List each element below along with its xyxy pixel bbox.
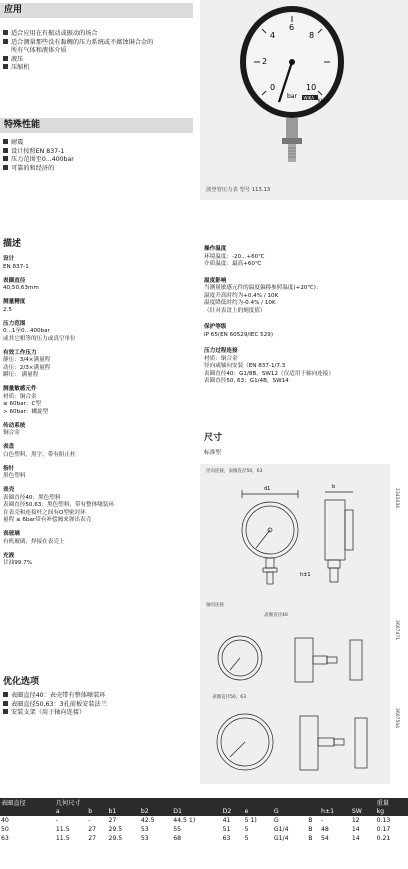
radial-drawing — [200, 474, 390, 594]
axial-drawing-40 — [200, 620, 390, 690]
spec-label: 测量精度 — [3, 299, 26, 305]
bullet-icon — [3, 64, 8, 69]
table-header — [307, 807, 320, 816]
spec-block — [204, 324, 404, 339]
features-header — [0, 118, 193, 133]
spec-value: IP 65(EN 60529/IEC 529) — [204, 331, 274, 338]
spec-value: 环境温度：-20...+60℃ — [204, 253, 265, 260]
spec-label: 测量敏感元件 — [3, 386, 37, 392]
table-cell: B — [308, 817, 313, 824]
list-item: 设计按照EN 837-1 — [3, 148, 193, 157]
spec-value: 40,50,63mm — [3, 285, 39, 291]
table-header: h±1 — [321, 808, 335, 815]
options-list — [3, 692, 198, 718]
bullet-icon — [3, 139, 8, 144]
drawing3-sub: 表圈直径50，63 — [212, 695, 246, 700]
table-header: kg — [376, 808, 385, 815]
table-cell: - — [55, 817, 59, 824]
dimension-drawings-panel — [200, 464, 390, 784]
list-item: 适合测量那些没有黏稠的压力系统或不腐蚀铜合金的 — [3, 39, 193, 48]
side-code: 2341034 — [394, 488, 399, 509]
list-item: 耐震 — [3, 139, 193, 148]
drawing2-sub: 表圈直径40 — [264, 613, 288, 618]
dial-number: 10 — [306, 83, 317, 92]
table-cell: B — [308, 835, 313, 842]
table-cell: 63 — [1, 835, 9, 842]
list-item: 适合应用在有振动或振动的场合 — [3, 30, 193, 39]
spec-label: 设计 — [3, 256, 15, 262]
table-cell: 63 — [222, 835, 231, 842]
spec-value: 材质：铜合金 — [204, 355, 238, 362]
table-cell: 53 — [140, 826, 149, 833]
spec-label: 表盘 — [3, 444, 15, 450]
table-cell: B — [308, 826, 313, 833]
table-cell: 40 — [1, 817, 9, 824]
spec-block — [3, 256, 198, 271]
spec-block — [3, 466, 198, 481]
spec-value: 温度升高时约为+0.4% / 10K — [204, 292, 279, 299]
operating-section — [204, 246, 404, 395]
dial-number: 6 — [289, 23, 295, 32]
table-cell: 68 — [173, 835, 182, 842]
spec-block — [3, 531, 198, 546]
table-cell: G — [273, 817, 279, 824]
table-row — [0, 816, 408, 825]
description-title: 描述 — [3, 239, 22, 249]
table-cell: 44.5 1) — [173, 817, 196, 824]
spec-value: 白色塑料，黑字，带有阻止柱 — [3, 451, 76, 458]
spec-label: 压力过程连接 — [204, 348, 238, 354]
table-header: 几何尺寸 — [55, 800, 81, 807]
dim-d1-label: d1 — [264, 486, 271, 492]
spec-block — [3, 386, 198, 416]
list-item: 压力范围至0...400bar — [3, 156, 193, 165]
dim-h-label: h±1 — [300, 572, 311, 578]
drawing1-label: 径向连接，表圈直径50，63 — [206, 469, 263, 474]
table-header: b2 — [140, 808, 149, 815]
spec-block — [3, 350, 198, 380]
spec-value: 静压：3/4×满量程 — [3, 357, 51, 363]
table-cell: 51 — [222, 826, 231, 833]
spec-label: 压力范围 — [3, 320, 26, 327]
spec-block — [3, 278, 198, 293]
spec-value: 甘油99.7% — [3, 560, 32, 566]
spec-label: 温度影响 — [204, 277, 227, 284]
spec-value: 黑色塑料 — [3, 473, 26, 479]
spec-value: ≤ 60bar：C型 — [3, 401, 41, 407]
dimensions-subtitle: 标准型 — [204, 450, 221, 456]
table-header: SW — [351, 808, 362, 815]
dial-number: 4 — [270, 31, 276, 40]
features-title: 特殊性能 — [4, 120, 41, 130]
spec-value: 铜合金 — [3, 430, 20, 436]
applications-list — [3, 30, 193, 73]
list-item: 所有气体和液体介质 — [11, 47, 67, 54]
spec-value: 瞬压： 满量程 — [3, 372, 39, 378]
dim-b-label: b — [332, 484, 336, 490]
bullet-icon — [3, 692, 8, 697]
spec-block — [204, 348, 404, 386]
spec-block — [3, 423, 198, 438]
table-cell: 12 — [351, 817, 360, 824]
brand-logo: WIKA — [303, 95, 314, 101]
spec-block — [3, 553, 198, 568]
spec-value: 或其它相等的压力或真空单位 — [3, 335, 76, 342]
table-cell: 11.5 — [55, 835, 70, 842]
bullet-icon — [3, 701, 8, 706]
spec-block — [3, 321, 198, 344]
table-row — [0, 834, 408, 843]
product-photo-panel — [200, 0, 408, 200]
table-header: 表圈直径 — [1, 800, 26, 807]
dial-unit: bar — [287, 93, 297, 100]
spec-value: 2.5 — [3, 306, 12, 313]
bullet-icon — [3, 165, 8, 170]
list-item: 可靠的和经济的 — [3, 165, 193, 174]
table-cell: 29.5 — [108, 835, 123, 842]
dial-class: KI 2.5 — [318, 98, 330, 103]
spec-value: EN 837-1 — [3, 263, 29, 270]
table-header: G — [273, 808, 279, 815]
table-cell: 50 — [1, 826, 9, 833]
spec-value: 温度降低时约为-0.4% / 10K — [204, 300, 276, 306]
spec-value: 径向或轴向安装（EN 837-1/7.3 — [204, 363, 286, 369]
applications-title: 应用 — [4, 5, 23, 15]
dimensions-title: 尺寸 — [204, 433, 223, 443]
table-cell: 42.5 — [140, 817, 155, 824]
pressure-gauge-image — [200, 0, 408, 180]
spec-label: 传动系统 — [3, 422, 26, 429]
table-cell: 53 — [140, 835, 149, 842]
table-cell: G1/4 — [273, 826, 289, 833]
spec-value: 表圈直径40：黑色塑料 — [3, 494, 61, 501]
side-code: 3607504 — [394, 708, 399, 729]
spec-block — [3, 444, 198, 459]
table-cell: 29.5 — [108, 826, 123, 833]
table-header — [0, 807, 55, 816]
table-cell: 41 — [222, 817, 231, 824]
table-header: e — [244, 808, 249, 815]
spec-value: 动压：2/3×满量程 — [3, 364, 51, 371]
table-cell: 27 — [88, 826, 97, 833]
photo-caption: 波登管压力表 型号 113.13 — [206, 187, 271, 193]
options-title: 优化选项 — [3, 677, 40, 687]
list-item: 压缩机 — [3, 64, 193, 73]
table-cell: 48 — [321, 826, 329, 833]
table-cell: 5 — [244, 835, 249, 842]
table-cell: 14 — [351, 826, 360, 833]
list-item: 表圈直径40：表壳带有整体噻装环 — [3, 692, 198, 701]
table-cell: 55 — [173, 826, 182, 833]
table-cell: 0.13 — [376, 817, 391, 824]
table-cell: 27 — [88, 835, 97, 842]
spec-value: 表圈直径40：G1/8B，SW12（仅适用于轴向连接） — [204, 370, 334, 377]
spec-label: 表圈直径 — [3, 277, 26, 284]
drawing2-label: 轴向连接 — [206, 603, 224, 608]
applications-header — [0, 3, 193, 18]
bullet-icon — [3, 56, 8, 61]
spec-value: 表圈直径50, 63：G1/4B，SW14 — [204, 378, 289, 384]
bullet-icon — [3, 709, 8, 714]
list-item: 安装支架（用于轴向连接） — [3, 709, 198, 718]
spec-value: （针对表盘上的刻度值） — [204, 307, 266, 314]
table-cell: 0.17 — [376, 826, 391, 833]
spec-label: 保护等级 — [204, 324, 227, 330]
table-cell: 14 — [351, 835, 360, 842]
spec-value: 当测量敏感元件的温度偏移参照温度(+20℃)： — [204, 285, 322, 291]
table-cell: G1/4 — [273, 835, 289, 842]
spec-label: 指针 — [3, 465, 15, 472]
dial-number: 2 — [262, 57, 268, 66]
table-cell: - — [88, 817, 91, 824]
table-header: D2 — [222, 808, 232, 815]
spec-value: > 60bar：螺旋型 — [3, 408, 49, 415]
table-header: 重量 — [376, 800, 389, 807]
table-cell: 11.5 — [55, 826, 70, 833]
spec-value: 材质：铜合金 — [3, 393, 37, 400]
spec-value: 在表壳和连接杆之间有O型密封环 — [3, 509, 86, 516]
spec-label: 充液 — [3, 552, 15, 559]
bullet-icon — [3, 148, 8, 153]
spec-value: 量程 ≤ 6bar带有补偿阀来弹出表壳 — [3, 517, 92, 523]
features-list — [3, 139, 193, 173]
table-row — [0, 825, 408, 834]
table-cell: - — [321, 817, 324, 824]
description-section — [3, 256, 198, 574]
spec-value: 介质温度：最高+60℃ — [204, 261, 262, 267]
spec-label: 操作温度 — [204, 246, 227, 252]
table-header: a — [55, 808, 60, 815]
spec-value: 表圈直径50,63：黑色塑料，带有整体噻装环 — [3, 502, 115, 508]
table-cell: 27 — [108, 817, 117, 824]
spec-label: 表玻璃 — [3, 531, 20, 537]
bullet-icon — [3, 39, 8, 44]
list-item: 表圈直径50,63：3孔前板安装法兰 — [3, 701, 198, 710]
dimension-table — [0, 798, 408, 843]
table-header: D1 — [173, 808, 182, 815]
dial-number: 0 — [270, 83, 276, 92]
spec-label: 表壳 — [3, 487, 15, 493]
spec-block — [3, 299, 198, 314]
table-cell: 54 — [321, 835, 329, 842]
dial-number: 8 — [309, 31, 315, 40]
table-cell: 0.21 — [376, 835, 391, 842]
axial-drawing-50-63 — [200, 702, 390, 782]
spec-block — [3, 487, 198, 525]
spec-block — [204, 246, 404, 269]
table-header: b1 — [108, 808, 117, 815]
table-header: b — [88, 808, 93, 815]
spec-value: 有机玻璃，焊接在表壳上 — [3, 538, 65, 545]
spec-value: 0...1至0...400bar — [3, 328, 50, 334]
list-item: 液压 — [3, 56, 193, 65]
spec-label: 有效工作压力 — [3, 349, 37, 356]
bullet-icon — [3, 156, 8, 161]
bullet-icon — [3, 30, 8, 35]
side-code: 3607471 — [394, 620, 399, 641]
table-cell: 5 1) — [244, 817, 257, 824]
spec-block — [204, 278, 404, 316]
table-cell: 5 — [244, 826, 249, 833]
